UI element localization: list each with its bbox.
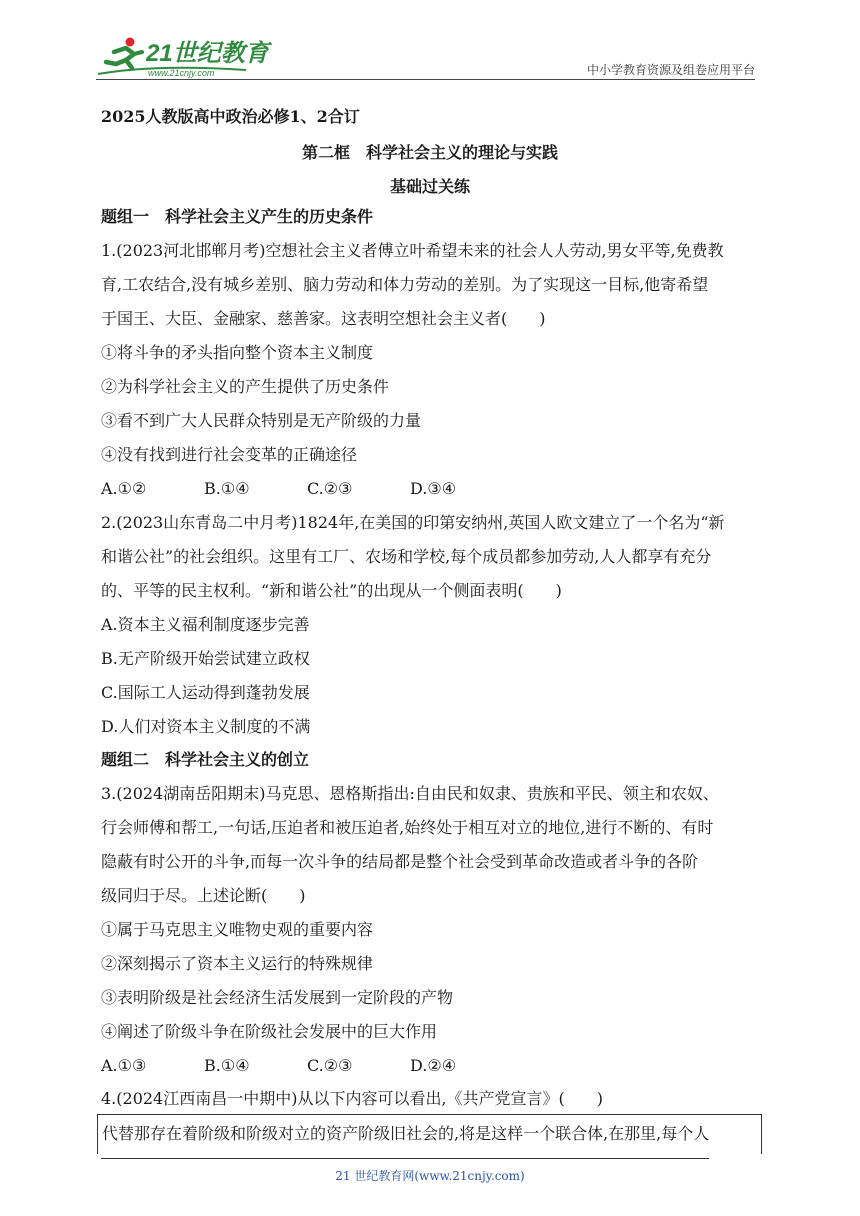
page-header [0,0,860,90]
logo-text: 21世纪教育 [146,40,269,67]
q2-option-b: B.无产阶级开始尝试建立政权 [101,649,310,668]
q1-item-3: ③看不到广大人民群众特别是无产阶级的力量 [101,411,422,430]
header-divider [96,79,755,80]
q3-option-a: A.①③ [101,1056,147,1075]
runner-logo-icon [96,34,296,80]
q1-option-a: A.①② [101,479,147,498]
group2-title: 题组二 科学社会主义的创立 [101,750,310,769]
platform-label: 中小学教育资源及组卷应用平台 [586,63,755,77]
logo-url-text: www.21cnjy.com [148,68,215,78]
q1-option-d: D.③④ [410,479,457,498]
q2-line-1: 2.(2023山东青岛二中月考)1824年,在美国的印第安纳州,英国人欧文建立了一个名为“新 [101,513,725,532]
q3-line-2: 行会师傅和帮工,一句话,压迫者和被压迫者,始终处于相互对立的地位,进行不断的、有时 [101,818,714,837]
q4-line-1: 4.(2024江西南昌一中期中)从以下内容可以看出,《共产党宣言》( ) [101,1089,604,1108]
q3-item-1: ①属于马克思主义唯物史观的重要内容 [101,920,374,939]
q2-option-d: D.人们对资本主义制度的不满 [101,717,311,736]
q3-item-4: ④阐述了阶级斗争在阶级社会发展中的巨大作用 [101,1022,438,1041]
q2-option-a: A.资本主义福利制度逐步完善 [101,615,310,634]
q3-line-4: 级同归于尽。上述论断( ) [101,886,306,905]
document-title: 2025人教版高中政治必修1、2合订 [101,107,360,126]
lesson-title: 第二框 科学社会主义的理论与实践 [301,143,558,162]
q3-option-c: C.②③ [307,1056,353,1075]
q1-options [101,479,513,498]
footer-divider [101,1158,709,1159]
q1-item-2: ②为科学社会主义的产生提供了历史条件 [101,377,390,396]
q1-line-2: 育,工农结合,没有城乡差别、脑力劳动和体力劳动的差别。为了实现这一目标,他寄希望 [101,275,709,294]
group1-title: 题组一 科学社会主义产生的历史条件 [101,207,374,226]
q2-line-2: 和谐公社”的社会组织。这里有工厂、农场和学校,每个成员都参加劳动,人人都享有充分 [101,547,712,566]
q1-line-1: 1.(2023河北邯郸月考)空想社会主义者傅立叶希望未来的社会人人劳动,男女平等,免费教 [101,241,724,260]
q3-line-3: 隐蔽有时公开的斗争,而每一次斗争的结局都是整个社会受到革命改造或者斗争的各阶 [101,852,699,871]
q3-line-1: 3.(2024湖南岳阳期末)马克思、恩格斯指出:自由民和奴隶、贵族和平民、领主和农奴、 [101,784,719,803]
q3-options [101,1056,513,1075]
q1-item-4: ④没有找到进行社会变革的正确途径 [101,445,358,464]
q4-quote-box: 代替那存在着阶级和阶级对立的资产阶级旧社会的,将是这样一个联合体,在那里,每个人 [97,1114,762,1154]
q1-line-3: 于国王、大臣、金融家、慈善家。这表明空想社会主义者( ) [101,309,546,328]
footer-source: 21 世纪教育网(www.21cnjy.com) [335,1169,525,1183]
q2-option-c: C.国际工人运动得到蓬勃发展 [101,683,310,702]
q3-option-d: D.②④ [410,1056,457,1075]
q1-item-1: ①将斗争的矛头指向整个资本主义制度 [101,343,374,362]
q3-item-3: ③表明阶级是社会经济生活发展到一定阶段的产物 [101,988,454,1007]
q1-option-c: C.②③ [307,479,353,498]
logo [96,34,296,80]
q1-option-b: B.①④ [204,479,250,498]
q2-line-3: 的、平等的民主权利。“新和谐公社”的出现从一个侧面表明( ) [101,581,562,600]
q3-item-2: ②深刻揭示了资本主义运行的特殊规律 [101,954,374,973]
q3-option-b: B.①④ [204,1056,250,1075]
exercise-subtitle: 基础过关练 [389,177,470,196]
